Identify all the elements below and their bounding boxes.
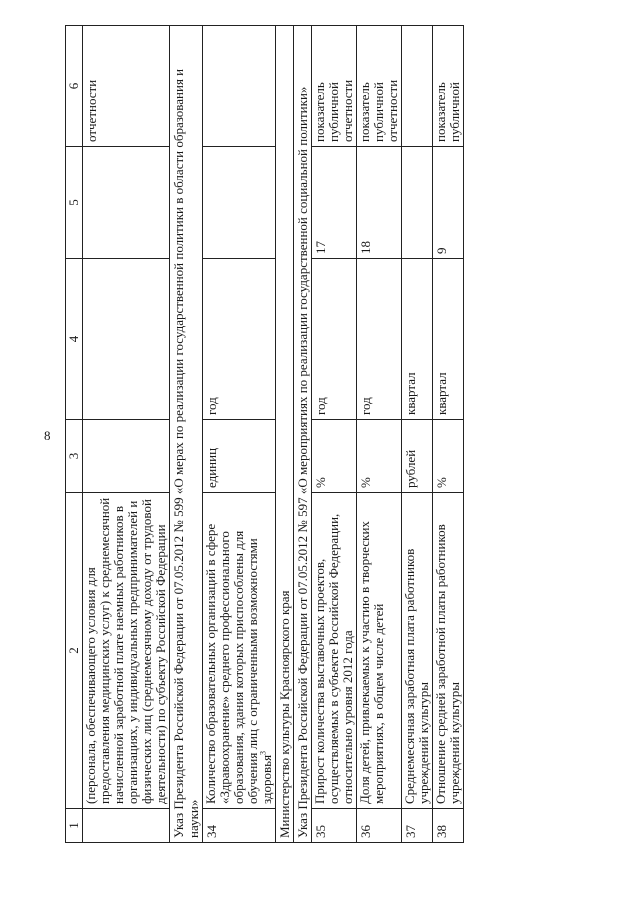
- section-row: [276, 26, 294, 843]
- table-row: [357, 26, 402, 843]
- header-cell: 1: [66, 809, 83, 843]
- header-cell: 5: [66, 147, 83, 259]
- indicator-name: [203, 493, 276, 809]
- table-row: [312, 26, 357, 843]
- row-number: 36: [357, 809, 402, 843]
- section-row: [294, 26, 312, 843]
- period-cell: год: [357, 259, 402, 420]
- header-cell: 6: [66, 26, 83, 147]
- source-cell: показатель публичной отчетности: [357, 26, 402, 147]
- source-cell: показатель публичной отчетности: [312, 26, 357, 147]
- section-row: [170, 26, 203, 843]
- value-cell: [203, 147, 276, 259]
- source-cell: показатель публичной: [433, 26, 464, 147]
- value-cell: 18: [357, 147, 402, 259]
- period-cell: [83, 259, 170, 420]
- footnote-marker: 3: [258, 750, 268, 755]
- period-cell: год: [203, 259, 276, 420]
- unit-cell: [83, 420, 170, 493]
- source-cell: отчетности: [83, 26, 170, 147]
- unit-cell: единиц: [203, 420, 276, 493]
- indicator-name: Доля детей, привлекаемых к участию в творческих мероприятиях, в общем числе детей: [357, 493, 402, 809]
- period-cell: квартал: [433, 259, 464, 420]
- table-row: [83, 26, 170, 843]
- indicator-name: (персонала, обеспечивающего условия для предоставления медицинских услуг) к среднемесячной начисленной заработной плате наемных работников в организациях, у индивидуальных предпринимателей и физических лиц (среднемесячному доходу от трудовой деятельности) по субъекту Российской Федерации: [83, 493, 170, 809]
- value-cell: 9: [433, 147, 464, 259]
- decree-section-heading: Указ Президента Российской Федерации от 07.05.2012 № 597 «О мероприятиях по реализации государственной социальной политики»: [294, 26, 312, 843]
- source-cell: [203, 26, 276, 147]
- table-row: [433, 26, 464, 843]
- indicators-table: [65, 25, 464, 843]
- unit-cell: %: [433, 420, 464, 493]
- table-row: [402, 26, 433, 843]
- header-cell: 2: [66, 493, 83, 809]
- unit-cell: %: [357, 420, 402, 493]
- row-number: 35: [312, 809, 357, 843]
- ministry-heading: Министерство культуры Красноярского края: [276, 26, 294, 843]
- value-cell: [402, 147, 433, 259]
- period-cell: год: [312, 259, 357, 420]
- indicator-name-text: Количество образовательных организаций в сфере «Здравоохранение» среднего профессионального образования, здания которых приспособлены для обучения лиц с ограниченными возможностями здоровья: [203, 523, 274, 804]
- table-header-row: [66, 26, 83, 843]
- decree-section-heading: Указ Президента Российской Федерации от 07.05.2012 № 599 «О мерах по реализации государственной политики в области образования и науки»: [170, 26, 203, 843]
- indicator-name: Среднемесячная заработная плата работников учреждений культуры: [402, 493, 433, 809]
- row-number: 37: [402, 809, 433, 843]
- unit-cell: %: [312, 420, 357, 493]
- source-cell: [402, 26, 433, 147]
- header-cell: 3: [66, 420, 83, 493]
- period-cell: квартал: [402, 259, 433, 420]
- row-number: 34: [203, 809, 276, 843]
- page-number: 8: [44, 428, 51, 443]
- value-cell: [83, 147, 170, 259]
- unit-cell: рублей: [402, 420, 433, 493]
- indicator-name: Отношение средней заработной платы работников учреждений культуры: [433, 493, 464, 809]
- indicator-name: Прирост количества выставочных проектов, осуществляемых в субъекте Российской Федерации, относительно уровня 2012 года: [312, 493, 357, 809]
- value-cell: 17: [312, 147, 357, 259]
- table-row: [203, 26, 276, 843]
- row-number: 38: [433, 809, 464, 843]
- row-number: [83, 809, 170, 843]
- header-cell: 4: [66, 259, 83, 420]
